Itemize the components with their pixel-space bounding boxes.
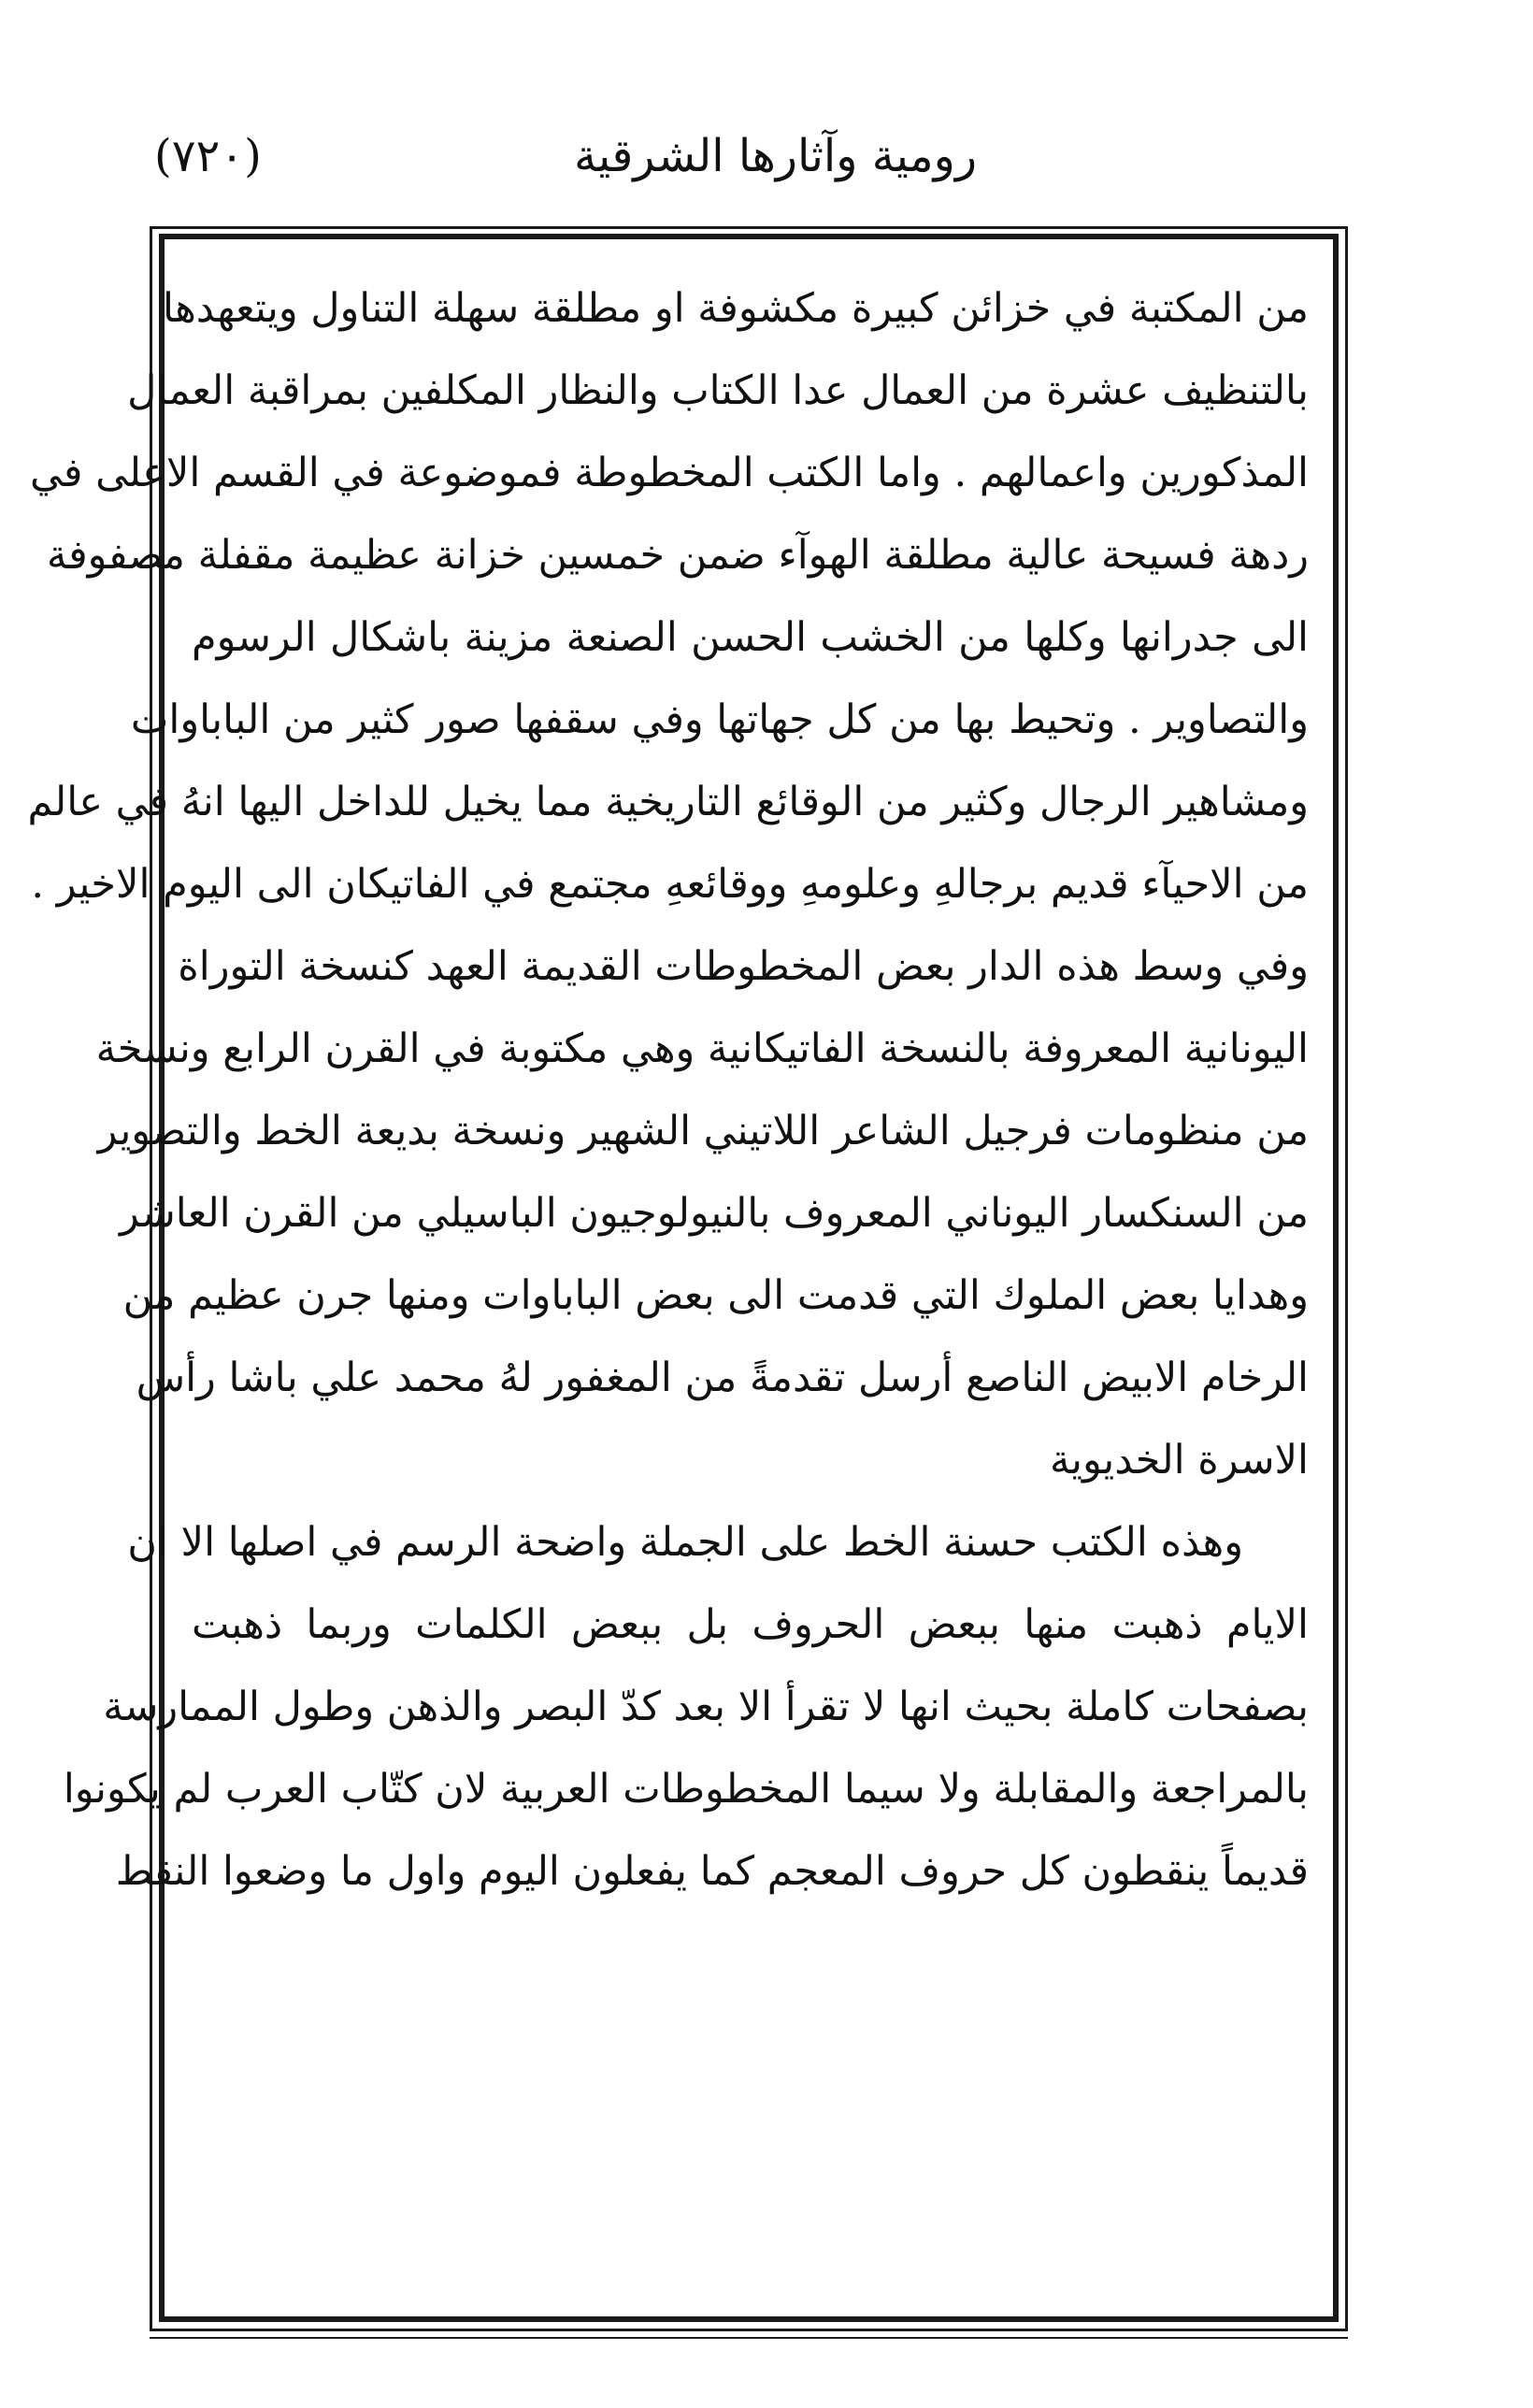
paragraph-2 [95, 925, 1309, 1501]
text-line: الى جدرانها وكلها من الخشب الحسن الصنعة مزينة باشكال الرسوم [192, 614, 1309, 661]
text-line: بالتنظيف عشرة من العمال عدا الكتاب والنظار المكلفين بمراقبة العمال [127, 367, 1309, 414]
text-line: بصفحات كاملة بحيث انها لا تقرأ الا بعد كدّ البصر والذهن وطول الممارسة [103, 1684, 1309, 1730]
page-number: (٧٢٠) [154, 130, 262, 182]
text-line: الرخام الابيض الناصع أرسل تقدمةً من المغفور لهُ محمد علي باشا رأس [136, 1354, 1309, 1401]
text-line: الايام ذهبت منها ببعض الحروف بل ببعض الكلمات وربما ذهبت [192, 1601, 1309, 1648]
paragraph-3 [63, 1501, 1309, 1913]
text-line: من منظومات فرجيل الشاعر اللاتيني الشهير ونسخة بديعة الخط والتصوير [97, 1108, 1309, 1154]
text-line: وفي وسط هذه الدار بعض المخطوطات القديمة العهد كنسخة التوراة [178, 943, 1309, 990]
text-line: من الاحيآء قديم برجالهِ وعلومهِ ووقائعهِ مجتمع في الفاتيكان الى اليوم الاخير . [31, 861, 1309, 908]
text-line: المذكورين واعمالهم . واما الكتب المخطوطة فموضوعة في القسم الاعلى في [30, 450, 1309, 496]
text-line: من المكتبة في خزائن كبيرة مكشوفة او مطلقة سهلة التناول ويتعهدها [162, 285, 1309, 332]
text-line: وهدايا بعض الملوك التي قدمت الى بعض الباباوات ومنها جرن عظيم من [122, 1272, 1309, 1319]
header-title: رومية وآثارها الشرقية [574, 130, 977, 182]
bottom-rule [150, 2337, 1348, 2339]
text-line: ومشاهير الرجال وكثير من الوقائع التاريخية مما يخيل للداخل اليها انهُ في عالم [27, 779, 1309, 825]
running-head [154, 120, 1341, 194]
paragraph-1 [27, 267, 1309, 925]
text-line: الاسرة الخديوية [1049, 1437, 1309, 1484]
text-line: ردهة فسيحة عالية مطلقة الهوآء ضمن خمسين خزانة عظيمة مقفلة مصفوفة [47, 532, 1309, 579]
text-line: قديماً ينقطون كل حروف المعجم كما يفعلون اليوم واول ما وضعوا النقط [115, 1848, 1309, 1895]
page-body [27, 267, 1309, 2305]
text-line: وهذه الكتب حسنة الخط على الجملة واضحة الرسم في اصلها الا ان [127, 1519, 1243, 1566]
text-line: من السنكسار اليوناني المعروف بالنيولوجيون الباسيلي من القرن العاشر [119, 1190, 1309, 1237]
text-line: اليونانية المعروفة بالنسخة الفاتيكانية وهي مكتوبة في القرن الرابع ونسخة [95, 1025, 1309, 1072]
text-line: بالمراجعة والمقابلة ولا سيما المخطوطات العربية لان كتّاب العرب لم يكونوا [63, 1766, 1309, 1813]
text-line: والتصاوير . وتحيط بها من كل جهاتها وفي سقفها صور كثير من الباباوات [130, 696, 1309, 743]
